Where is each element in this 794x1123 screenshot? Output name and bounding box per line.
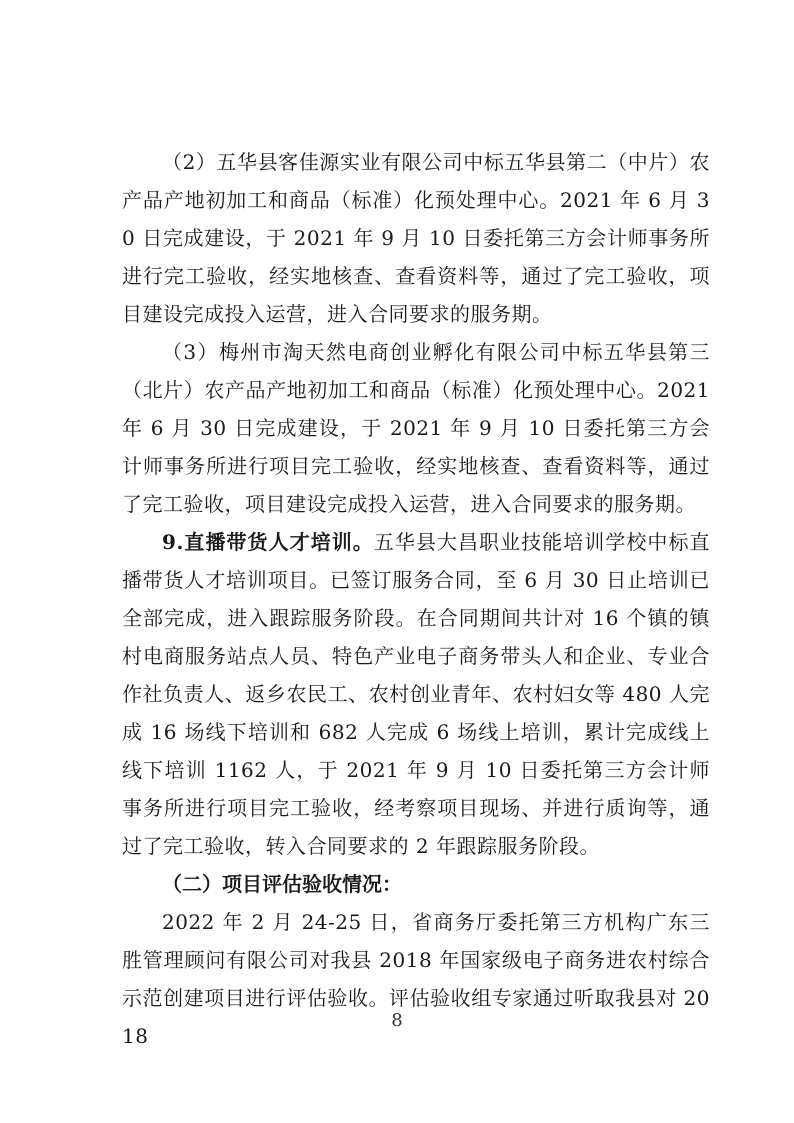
paragraph-evaluation: 2022 年 2 月 24-25 日，省商务厅委托第三方机构广东三胜管理顾问有限公司对我县 2018 年国家级电子商务进农村综合示范创建项目进行评估验收。评估验收组专家通过听取我县对 2018	[122, 910, 710, 1048]
page-number: 8	[391, 1010, 403, 1031]
paragraph-item-2: （2）五华县客佳源实业有限公司中标五华县第二（中片）农产品产地初加工和商品（标准）化预处理中心。2021 年 6 月 30 日完成建设，于 2021 年 9 月 10 日委托第三方会计师事务所进行完工验收，经实地核查、查看资料等，通过了完工验收，项目建设完成投入运营，进入合同要求的服务期。	[122, 150, 710, 326]
section-heading: （二）项目评估验收情况：	[162, 872, 402, 896]
paragraph-body-text: 五华县大昌职业技能培训学校中标直播带货人才培训项目。已签订服务合同，至 6 月 30 日止培训已全部完成，进入跟踪服务阶段。在合同期间共计对 16 个镇的镇村电商服务站点人员、特色产业电子商务带头人和企业、专业合作社负责人、返乡农民工、农村创业青年、农村妇女等 480 人完成 16 场线下培训和 682 人完成 6 场线上培训，累计完成线上线下培训 1162 人，于 2021 年 9 月 10 日委托第三方会计师事务所进行项目完工验收，经考察项目现场、并进行质询等，通过了完工验收，转入合同要求的 2 年跟踪服务阶段。	[122, 530, 710, 858]
paragraph-lead-title: 9.直播带货人才培训。	[162, 530, 374, 554]
paragraph-livestream-training	[122, 523, 710, 865]
paragraph-item-3: （3）梅州市淘天然电商创业孵化有限公司中标五华县第三（北片）农产品产地初加工和商品（标准）化预处理中心。2021 年 6 月 30 日完成建设，于 2021 年 9 月 10 日委托第三方会计师事务所进行项目完工验收，经实地核查、查看资料等，通过了完工验收，项目建设完成投入运营，进入合同要求的服务期。	[122, 340, 710, 516]
document-body	[122, 143, 710, 1055]
